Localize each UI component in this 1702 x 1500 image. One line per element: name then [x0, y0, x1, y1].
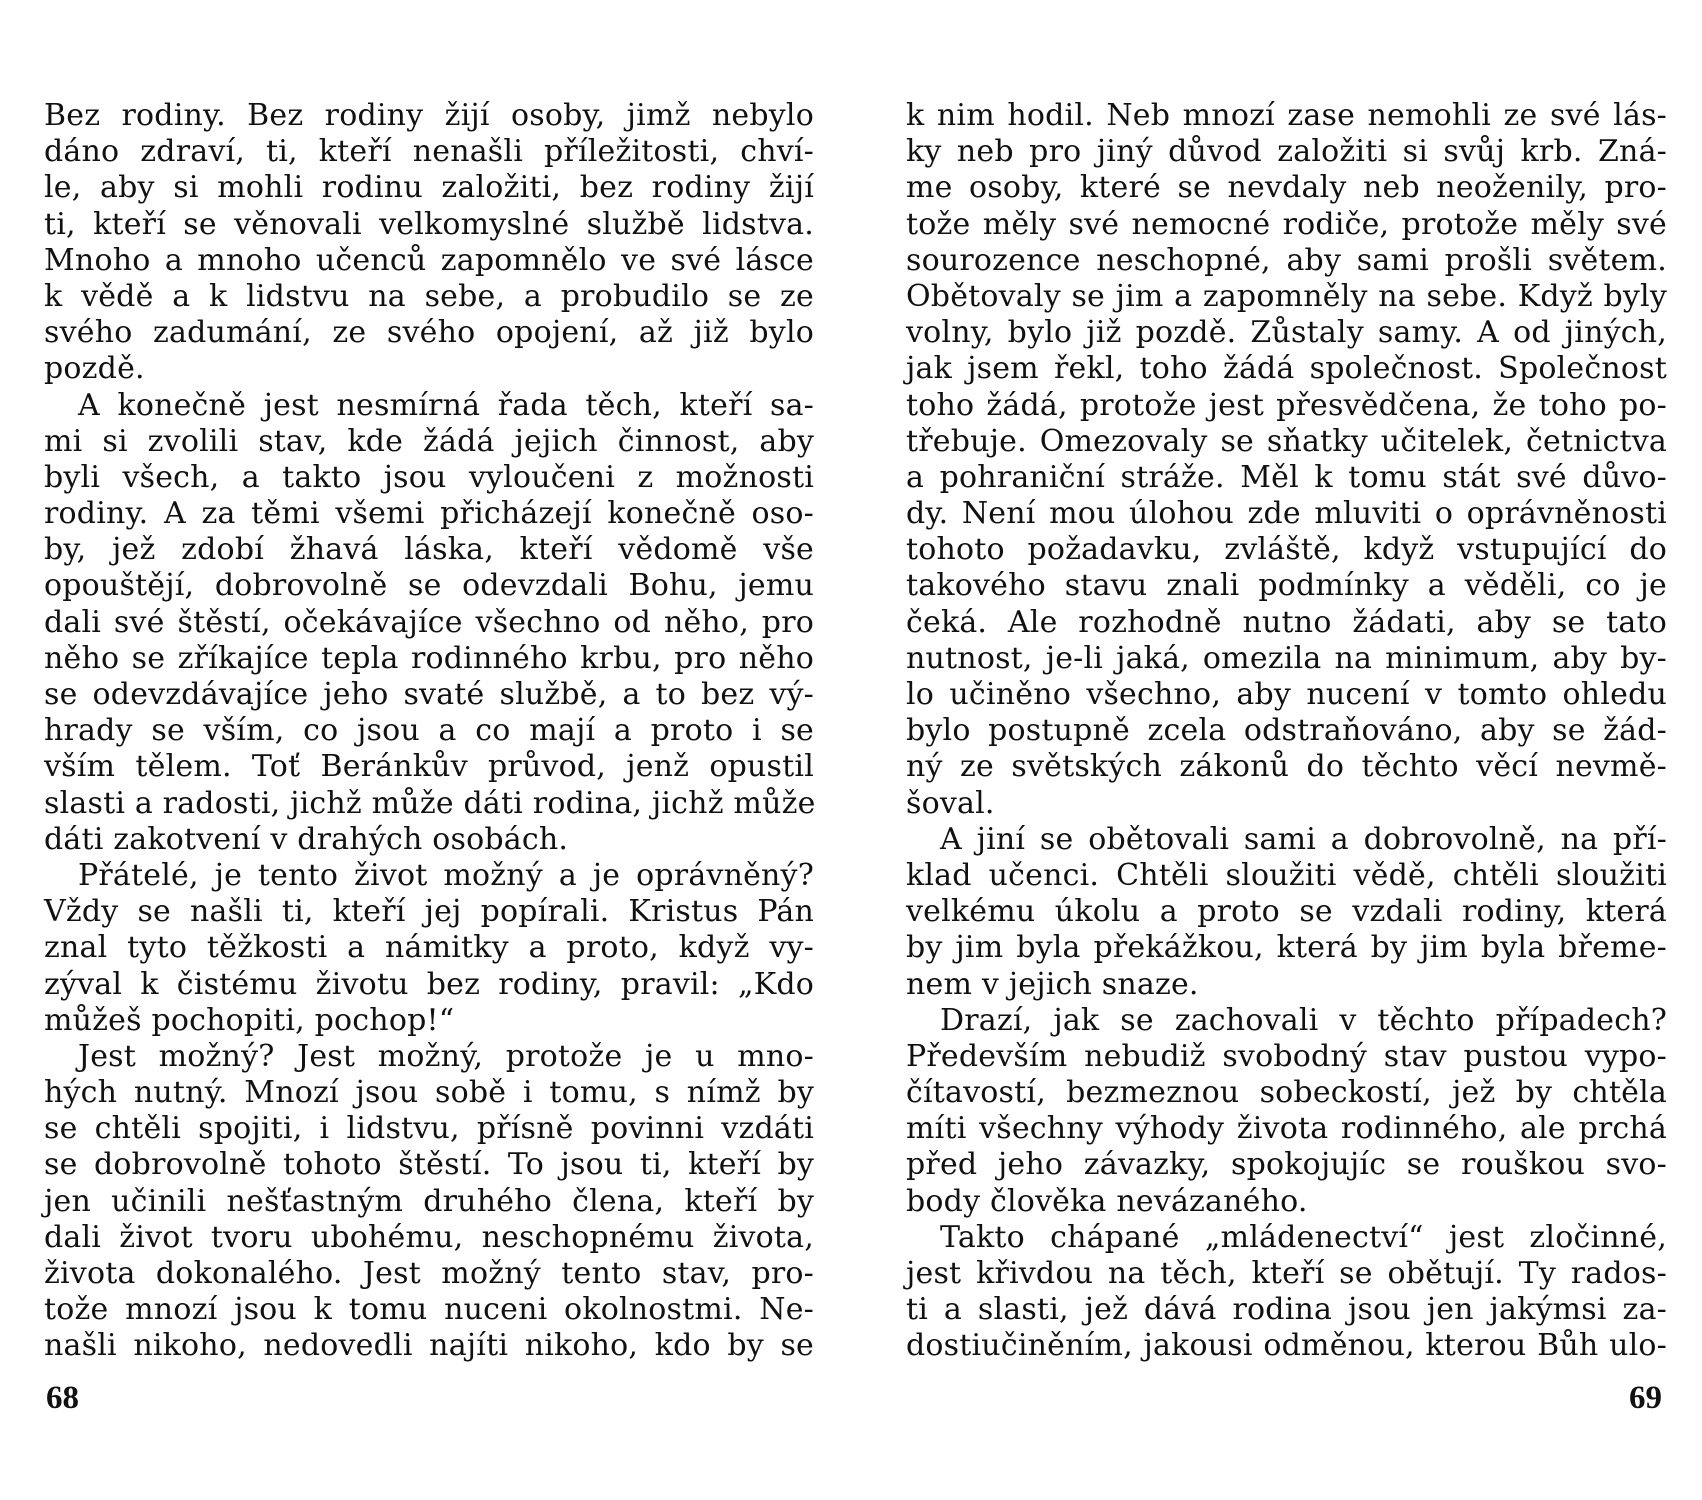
text-line: dostiučiněním, jakousi odměnou, kterou Bůh ulo- [906, 1328, 1667, 1364]
right-page-number: 69 [1629, 1380, 1662, 1416]
text-line: dy. Není mou úlohou zde mluviti o oprávněnosti [906, 496, 1667, 532]
text-line: se dobrovolně tohoto štěstí. To jsou ti, kteří by [44, 1147, 814, 1183]
text-line: k vědě a k lidstvu na sebe, a probudilo se ze [44, 278, 814, 314]
text-line: le, aby si mohli rodinu založiti, bez rodiny žijí [44, 170, 814, 206]
text-line: A konečně jest nesmírná řada těch, kteří sa- [78, 387, 814, 423]
text-line: dali své štěstí, očekávajíce všechno od něho, pro [44, 604, 814, 640]
text-line: šoval. [906, 785, 995, 821]
text-line: Vždy se našli ti, kteří jej popírali. Kristus Pán [44, 894, 814, 930]
text-line: nutnost, je-li jaká, omezila na minimum, aby by- [906, 640, 1667, 676]
text-line: tože měly své nemocné rodiče, protože měly své [906, 206, 1667, 242]
text-line: Přátelé, je tento život možný a je oprávněný? [78, 857, 814, 893]
text-line: třebuje. Omezovaly se sňatky učitelek, četnictva [906, 423, 1667, 459]
text-line: pozdě. [44, 351, 145, 387]
text-line: se chtěli spojiti, i lidstvu, přísně povinni vzdáti [44, 1111, 814, 1147]
text-line: ný ze světských zákonů do těchto věcí nevmě- [906, 749, 1667, 785]
text-line: dáno zdraví, ti, kteří nenašli příležitosti, chví- [44, 134, 814, 170]
text-line: dali život tvoru ubohému, neschopnému života, [44, 1219, 814, 1255]
text-line: vším tělem. Toť Beránkův průvod, jenž opustil [44, 749, 814, 785]
text-line: a pohraniční stráže. Měl k tomu stát své důvo- [906, 459, 1667, 495]
text-line: ti, kteří se věnovali velkomyslné službě lidstva. [44, 206, 814, 242]
text-line: něho se zříkajíce tepla rodinného krbu, pro něho [44, 640, 814, 676]
text-line: nem v jejich snaze. [906, 966, 1199, 1002]
text-line: toho žádá, protože jest přesvědčena, že toho po- [906, 387, 1667, 423]
text-line: bylo postupně zcela odstraňováno, aby se žád- [906, 713, 1667, 749]
left-page-text [44, 98, 814, 1365]
text-line: by, jež zdobí žhavá láska, kteří vědomě vše [44, 532, 814, 568]
text-line: života dokonalého. Jest možný tento stav, pro- [44, 1256, 814, 1291]
text-line: znal tyto těžkosti a námitky a proto, když vy- [44, 930, 814, 966]
text-line: volny, bylo již pozdě. Zůstaly samy. A od jiných, [906, 315, 1667, 351]
text-line: Takto chápané „mládenectví“ jest zločinné, [940, 1219, 1667, 1255]
text-line: by jim byla překážkou, která by jim byla břeme- [906, 930, 1667, 966]
text-line: hrady se vším, co jsou a co mají a proto i se [44, 713, 814, 749]
text-line: opouštějí, dobrovolně se odevzdali Bohu, jemu [44, 568, 814, 604]
text-line: byli všech, a takto jsou vyloučeni z možnosti [44, 459, 814, 495]
text-line: tože mnozí jsou k tomu nuceni okolnostmi. Ne- [44, 1292, 814, 1328]
text-line: A jiní se obětovali sami a dobrovolně, na pří- [940, 821, 1667, 857]
left-page-number: 68 [46, 1380, 79, 1416]
text-line: hých nutný. Mnozí jsou sobě i tomu, s nímž by [44, 1075, 814, 1111]
text-line: čeká. Ale rozhodně nutno žádati, aby se tato [906, 604, 1667, 640]
text-line: k nim hodil. Neb mnozí zase nemohli ze své lás- [906, 98, 1667, 133]
text-line: mi si zvolili stav, kde žádá jejich činnost, aby [44, 423, 814, 459]
text-line: Mnoho a mnoho učenců zapomnělo ve své lásce [44, 242, 814, 278]
text-line: me osoby, které se nevdaly neb neoženily, pro- [906, 170, 1667, 206]
text-line: jest křivdou na těch, kteří se obětují. Ty rados- [906, 1256, 1667, 1291]
text-line: velkému úkolu a proto se vzdali rodiny, která [906, 894, 1667, 930]
text-line: ky neb pro jiný důvod založiti si svůj krb. Zná- [906, 134, 1667, 170]
text-line: jen učinili nešťastným druhého člena, kteří by [44, 1183, 814, 1219]
text-line: před jeho závazky, spokojujíc se rouškou svo- [906, 1147, 1667, 1183]
text-line: dáti zakotvení v drahých osobách. [44, 821, 569, 857]
text-line: sourozence neschopné, aby sami prošli světem. [906, 242, 1667, 278]
text-line: jak jsem řekl, toho žádá společnost. Společnost [906, 351, 1667, 387]
text-line: lo učiněno všechno, aby nucení v tomto ohledu [906, 677, 1667, 712]
right-page-text [906, 98, 1667, 1365]
text-line: Jest možný? Jest možný, protože je u mno- [78, 1038, 814, 1074]
text-line: tohoto požadavku, zvláště, když vstupující do [906, 532, 1667, 568]
text-line: zýval k čistému životu bez rodiny, pravil: „Kdo [44, 966, 814, 1002]
text-line: Především nebudiž svobodný stav pustou vypo- [906, 1038, 1667, 1074]
text-line: můžeš pochopiti, pochop!“ [44, 1002, 455, 1038]
text-line: rodiny. A za těmi všemi přicházejí konečně oso- [44, 496, 814, 532]
text-line: takového stavu znali podmínky a věděli, co je [906, 568, 1667, 604]
text-line: Obětovaly se jim a zapomněly na sebe. Když byly [906, 278, 1667, 314]
text-line: Drazí, jak se zachovali v těchto případech? [940, 1002, 1667, 1038]
text-line: body člověka nevázaného. [906, 1183, 1308, 1219]
text-line: ti a slasti, jež dává rodina jsou jen jakýmsi za- [906, 1292, 1667, 1328]
text-line: svého zadumání, ze svého opojení, až již bylo [44, 315, 814, 351]
text-line: našli nikoho, nedovedli najíti nikoho, kdo by se [44, 1328, 814, 1364]
text-line: slasti a radosti, jichž může dáti rodina, jichž může [44, 785, 816, 821]
text-line: klad učenci. Chtěli sloužiti vědě, chtěli sloužiti [906, 857, 1667, 893]
text-line: čítavostí, bezmeznou sobeckostí, jež by chtěla [906, 1075, 1667, 1111]
text-line: míti všechny výhody života rodinného, ale prchá [906, 1111, 1667, 1147]
text-line: se odevzdávajíce jeho svaté službě, a to bez vý- [44, 677, 814, 712]
text-line: Bez rodiny. Bez rodiny žijí osoby, jimž nebylo [44, 98, 814, 133]
